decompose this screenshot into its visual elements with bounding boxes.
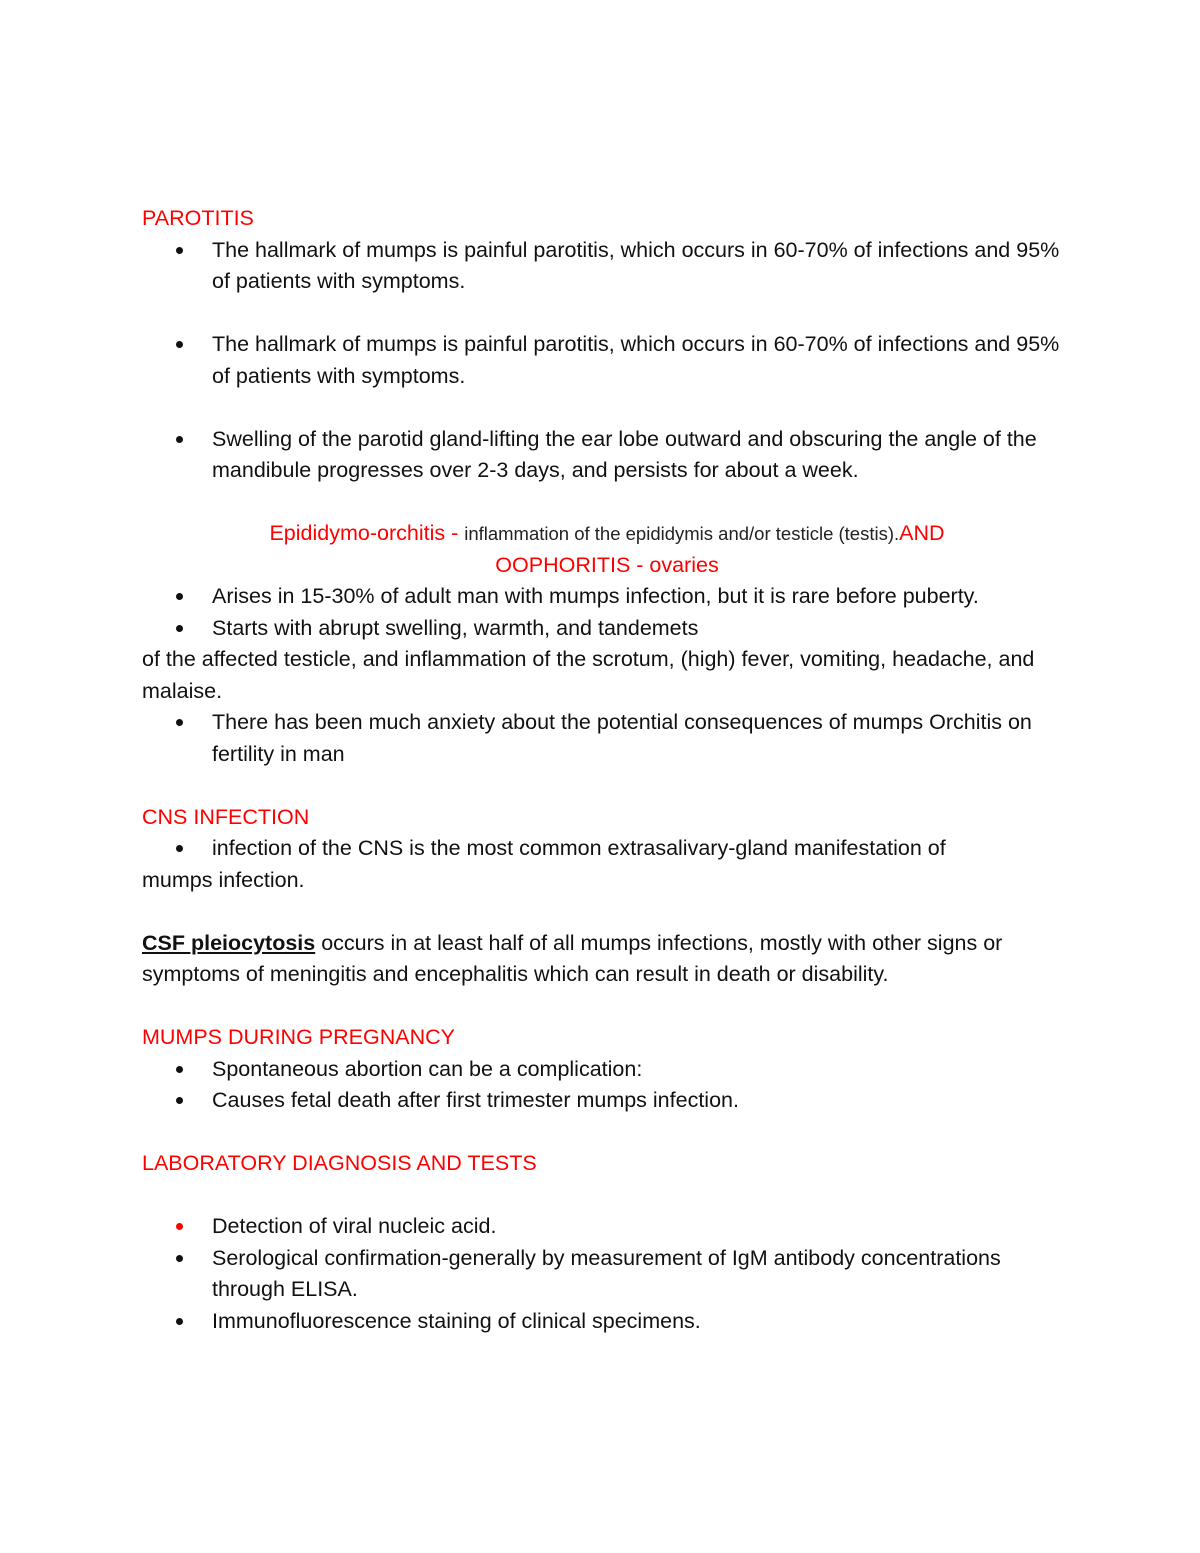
list-item: Causes fetal death after first trimester mumps infection. bbox=[142, 1085, 1072, 1117]
orchitis-list bbox=[142, 581, 1072, 644]
list-item: Immunofluorescence staining of clinical specimens. bbox=[142, 1306, 1072, 1338]
orchitis-title: Epididymo-orchitis - bbox=[269, 521, 465, 545]
document-content bbox=[142, 203, 1072, 1337]
list-item: Detection of viral nucleic acid. bbox=[142, 1211, 1072, 1243]
list-item: There has been much anxiety about the potential consequences of mumps Orchitis on fertility in man bbox=[142, 707, 1072, 770]
csf-paragraph bbox=[142, 928, 1072, 991]
oophoritis-subtitle: OOPHORITIS - ovaries bbox=[495, 552, 719, 577]
list-item: The hallmark of mumps is painful parotitis, which occurs in 60-70% of infections and 95% of patients with symptoms. bbox=[142, 235, 1072, 298]
parotitis-heading: PAROTITIS bbox=[142, 206, 254, 230]
orchitis-and: AND bbox=[899, 521, 945, 545]
orchitis-heading bbox=[142, 518, 1072, 581]
cns-heading: CNS INFECTION bbox=[142, 804, 310, 829]
lab-heading: LABORATORY DIAGNOSIS AND TESTS bbox=[142, 1151, 537, 1175]
csf-term: CSF pleiocytosis bbox=[142, 930, 316, 955]
list-item: Starts with abrupt swelling, warmth, and tandemets bbox=[142, 613, 1072, 645]
lab-list bbox=[142, 1211, 1072, 1337]
list-item: infection of the CNS is the most common extrasalivary-gland manifestation of bbox=[142, 833, 1072, 865]
pregnancy-heading: MUMPS DURING PREGNANCY bbox=[142, 1025, 455, 1049]
list-item: Swelling of the parotid gland-lifting the ear lobe outward and obscuring the angle of the mandibule progresses over 2-3 days, and persists for about a week. bbox=[142, 424, 1072, 487]
csf-text: occurs in at least half of all mumps infections, mostly with other signs or symptoms of meningitis and encephalitis which can result in death or disability. bbox=[142, 930, 1003, 986]
parotitis-list-3 bbox=[142, 424, 1072, 487]
list-item: Spontaneous abortion can be a complication: bbox=[142, 1054, 1072, 1086]
list-item: Arises in 15-30% of adult man with mumps infection, but it is rare before puberty. bbox=[142, 581, 1072, 613]
cns-continuation: mumps infection. bbox=[142, 867, 305, 892]
cns-list bbox=[142, 833, 1072, 865]
list-item: The hallmark of mumps is painful parotitis, which occurs in 60-70% of infections and 95% of patients with symptoms. bbox=[142, 329, 1072, 392]
parotitis-list bbox=[142, 235, 1072, 298]
orchitis-list-2 bbox=[142, 707, 1072, 770]
orchitis-continuation: of the affected testicle, and inflammation of the scrotum, (high) fever, vomiting, headache, and malaise. bbox=[142, 647, 1035, 703]
pregnancy-list bbox=[142, 1054, 1072, 1117]
list-item: Serological confirmation-generally by measurement of IgM antibody concentrations through ELISA. bbox=[142, 1243, 1072, 1306]
parotitis-list-2 bbox=[142, 329, 1072, 392]
orchitis-description: inflammation of the epididymis and/or testicle (testis). bbox=[464, 523, 900, 544]
